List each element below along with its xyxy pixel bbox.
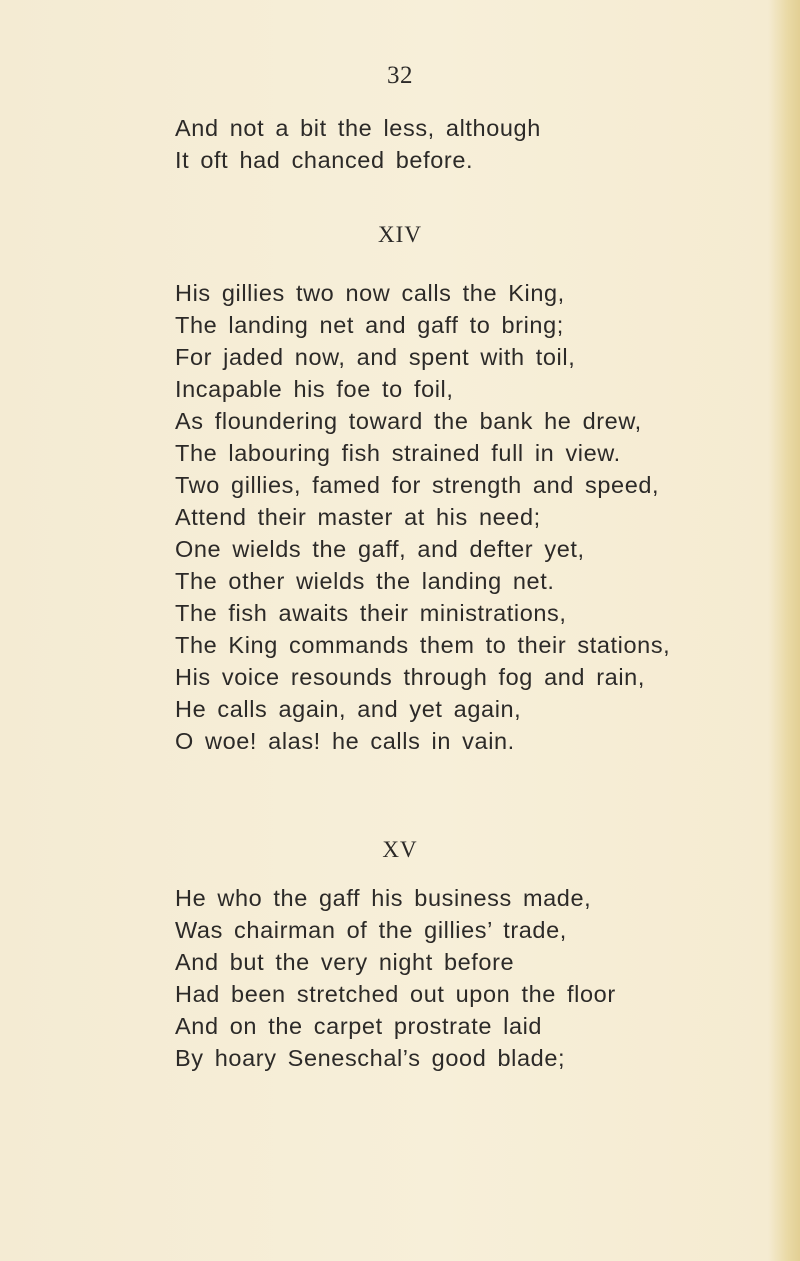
verse-line: He calls again, and yet again, bbox=[175, 696, 522, 722]
section-heading-xv: XV bbox=[382, 837, 418, 862]
verse-line: Attend their master at his need; bbox=[175, 504, 541, 530]
verse-line: His gillies two now calls the King, bbox=[175, 280, 565, 306]
verse-line: Two gillies, famed for strength and speed, bbox=[175, 472, 660, 498]
verse-line: The landing net and gaff to bring; bbox=[175, 312, 564, 338]
section-heading-xiv: XIV bbox=[378, 222, 422, 247]
verse-line: Was chairman of the gillies’ trade, bbox=[175, 917, 567, 943]
verse-line: And not a bit the less, although bbox=[175, 115, 541, 141]
verse-line: Had been stretched out upon the floor bbox=[175, 981, 616, 1007]
verse-line: And but the very night before bbox=[175, 949, 515, 975]
verse-line: He who the gaff his business made, bbox=[175, 885, 592, 911]
verse-line: Incapable his foe to foil, bbox=[175, 376, 454, 402]
opening-stanza bbox=[175, 112, 785, 176]
verse-line: His voice resounds through fog and rain, bbox=[175, 664, 645, 690]
verse-line: One wields the gaff, and defter yet, bbox=[175, 536, 585, 562]
verse-line: By hoary Seneschal’s good blade; bbox=[175, 1045, 566, 1071]
verse-line: It oft had chanced before. bbox=[175, 147, 474, 173]
verse-line: For jaded now, and spent with toil, bbox=[175, 344, 576, 370]
verse-line: O woe! alas! he calls in vain. bbox=[175, 728, 515, 754]
verse-line: The other wields the landing net. bbox=[175, 568, 555, 594]
stanza-xv bbox=[175, 882, 785, 1074]
page-number: 32 bbox=[387, 62, 413, 89]
verse-line: And on the carpet prostrate laid bbox=[175, 1013, 543, 1039]
verse-line: The King commands them to their stations, bbox=[175, 632, 671, 658]
verse-line: The fish awaits their ministrations, bbox=[175, 600, 567, 626]
stanza-xiv bbox=[175, 277, 785, 757]
verse-line: The labouring fish strained full in view. bbox=[175, 440, 621, 466]
verse-line: As floundering toward the bank he drew, bbox=[175, 408, 642, 434]
